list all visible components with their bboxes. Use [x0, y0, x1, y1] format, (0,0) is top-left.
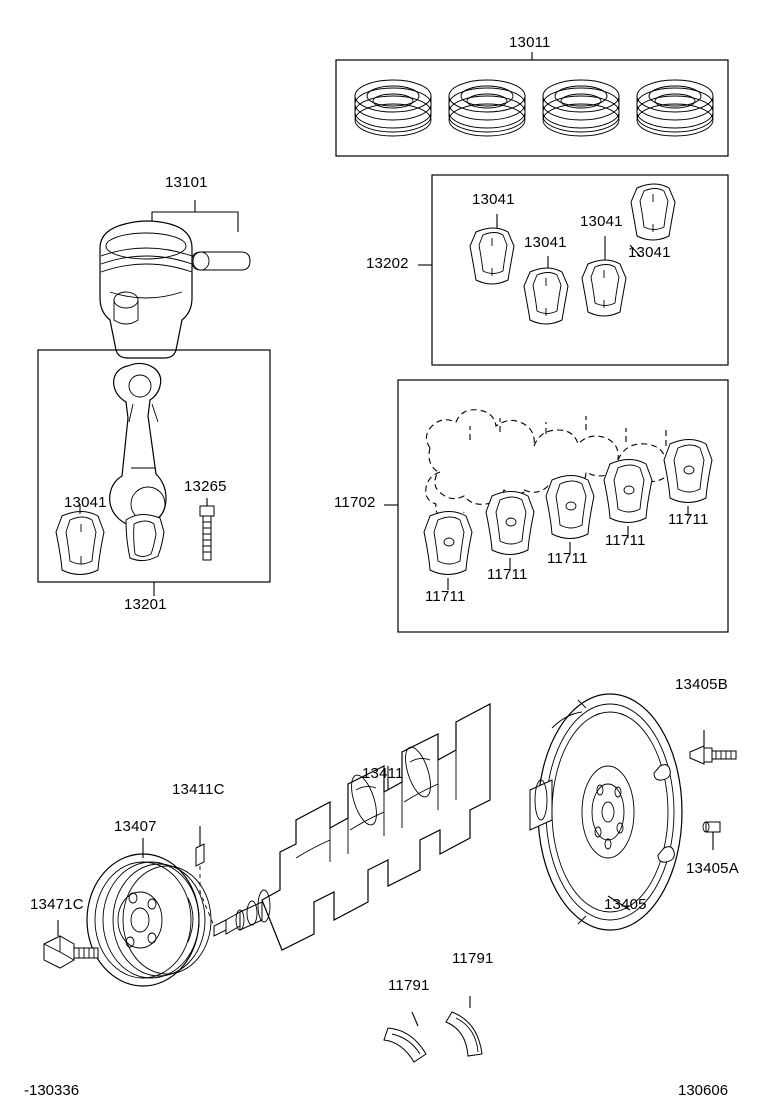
label-bearing-set: 13202: [366, 255, 409, 272]
label-pulley: 13407: [114, 818, 157, 835]
label-rod-bearing-4: 13041: [628, 244, 671, 261]
label-crank-key: 13411C: [172, 781, 225, 798]
label-rod-bearing-1: 13041: [472, 191, 515, 208]
label-flywheel-bolt: 13405B: [675, 676, 728, 693]
bottom-left-code: -130336: [24, 1082, 80, 1099]
bottom-right-code: 130606: [678, 1082, 729, 1099]
label-thrust-washer-2: 11791: [452, 950, 494, 967]
label-piston: 13101: [165, 174, 208, 191]
label-rod-bolt: 13265: [184, 478, 227, 495]
label-main-bearing-1: 11711: [425, 588, 466, 605]
label-flywheel: 13405: [604, 896, 647, 913]
label-main-bearing-4: 11711: [605, 532, 646, 549]
label-thrust-washer-1: 11791: [388, 977, 430, 994]
label-main-bearing-5: 11711: [668, 511, 709, 528]
label-main-bearing-3: 11711: [547, 550, 588, 567]
label-flywheel-pin: 13405A: [686, 860, 739, 877]
label-pulley-bolt: 13471C: [30, 896, 84, 913]
label-crankshaft: 13411: [362, 765, 404, 782]
label-rod-bearing-left: 13041: [64, 494, 107, 511]
label-rod-bearing-2: 13041: [524, 234, 567, 251]
label-crank-set: 11702: [334, 494, 376, 511]
label-rod-bearing-3: 13041: [580, 213, 623, 230]
label-rod-assembly: 13201: [124, 596, 167, 613]
label-piston-rings: 13011: [509, 34, 551, 51]
label-main-bearing-2: 11711: [487, 566, 528, 583]
